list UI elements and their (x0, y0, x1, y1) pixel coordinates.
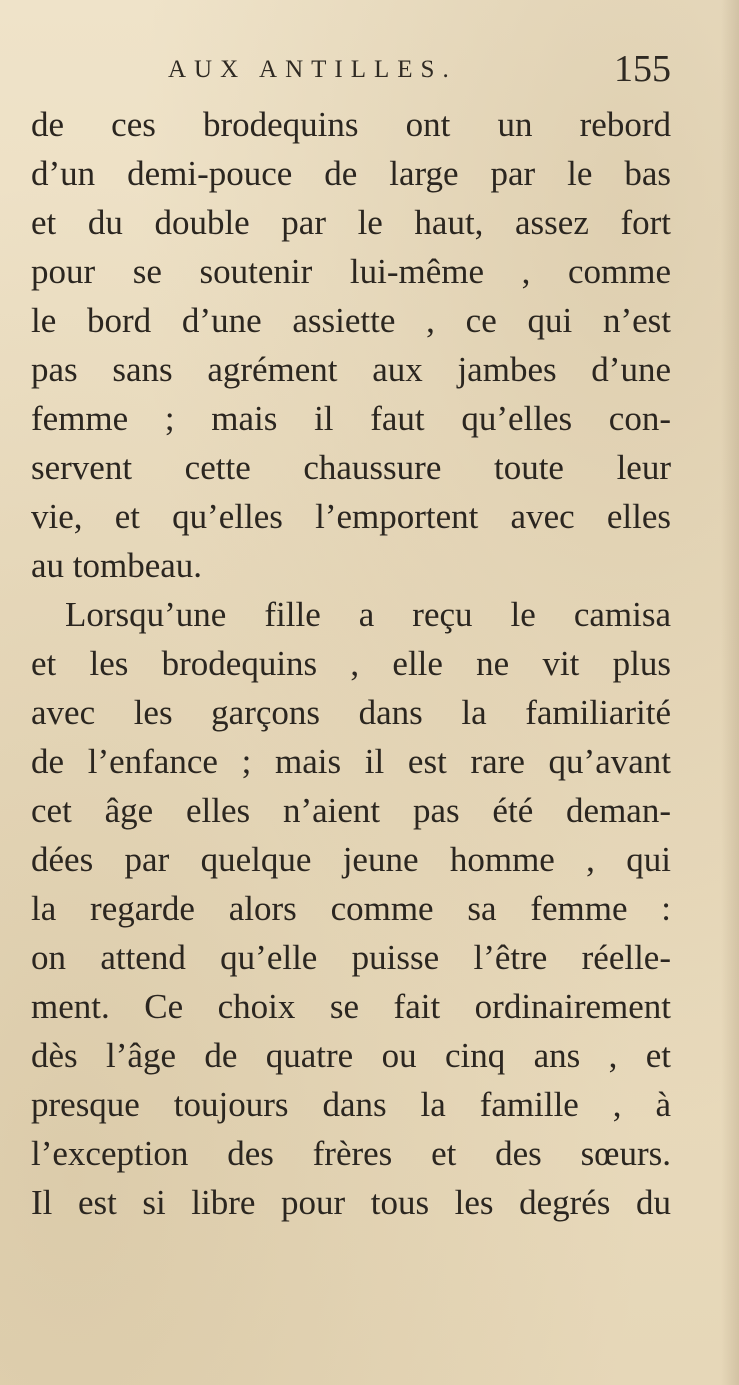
text-line-paragraph-start: Lorsqu’une fille a reçu le camisa (65, 595, 671, 634)
text-line: et les brodequins , elle ne vit plus (31, 644, 671, 683)
text-line: pas sans agrément aux jambes d’une (31, 350, 671, 389)
text-line: de ces brodequins ont un rebord (31, 105, 671, 144)
text-line: et du double par le haut, assez fort (31, 203, 671, 242)
text-line: presque toujours dans la famille , à (31, 1085, 671, 1124)
page-edge-shadow (721, 0, 739, 1385)
text-line: l’exception des frères et des sœurs. (31, 1134, 671, 1173)
text-line: avec les garçons dans la familiarité (31, 693, 671, 732)
text-line: Il est si libre pour tous les degrés du (31, 1183, 671, 1222)
text-line: pour se soutenir lui-même , comme (31, 252, 671, 291)
text-line: servent cette chaussure toute leur (31, 448, 671, 487)
page-number: 155 (614, 48, 671, 90)
text-line-paragraph-end: au tombeau. (31, 546, 203, 585)
text-line: de l’enfance ; mais il est rare qu’avant (31, 742, 671, 781)
text-line: le bord d’une assiette , ce qui n’est (31, 301, 671, 340)
text-line: d’un demi-pouce de large par le bas (31, 154, 671, 193)
running-head-title: AUX ANTILLES. (168, 56, 457, 83)
body-text (31, 100, 671, 1227)
text-line: la regarde alors comme sa femme : (31, 889, 671, 928)
running-head (0, 50, 739, 100)
text-line: vie, et qu’elles l’emportent avec elles (31, 497, 671, 536)
text-line: cet âge elles n’aient pas été deman- (31, 791, 671, 830)
text-line: dès l’âge de quatre ou cinq ans , et (31, 1036, 671, 1075)
text-line: femme ; mais il faut qu’elles con- (31, 399, 671, 438)
text-line: ment. Ce choix se fait ordinairement (31, 987, 671, 1026)
text-line: dées par quelque jeune homme , qui (31, 840, 671, 879)
text-line: on attend qu’elle puisse l’être réelle- (31, 938, 671, 977)
